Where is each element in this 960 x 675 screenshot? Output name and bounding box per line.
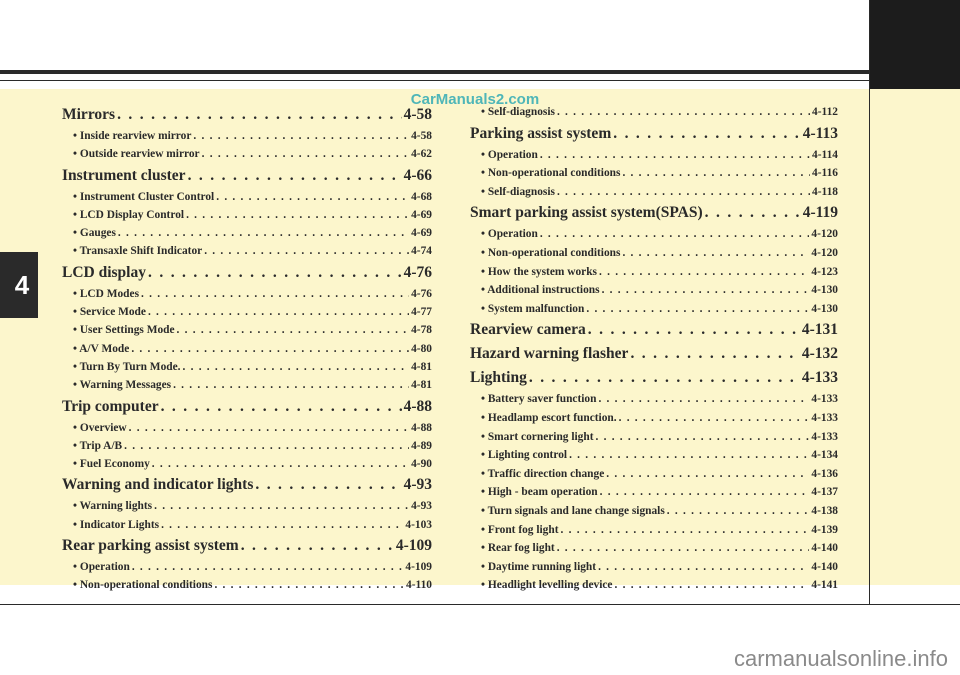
toc-subsection-entry[interactable]: [470, 146, 838, 165]
toc-dot-leader: [561, 521, 810, 540]
toc-entry-title: • Outside rearview mirror: [73, 148, 200, 161]
toc-entry-title: • Headlight levelling device: [481, 579, 613, 592]
toc-dot-leader: [598, 390, 809, 409]
toc-dot-leader: [131, 340, 409, 358]
toc-dot-leader: [118, 224, 409, 242]
toc-page-number: 4-120: [811, 246, 838, 259]
header-thin-rule: [0, 80, 870, 81]
toc-subsection-entry[interactable]: [62, 558, 432, 576]
toc-entry-title: • Non-operational conditions: [73, 579, 213, 592]
toc-dot-leader: [148, 261, 402, 285]
toc-dot-leader: [598, 558, 809, 577]
toc-subsection-entry[interactable]: [62, 242, 432, 260]
toc-subsection-entry[interactable]: [62, 303, 432, 321]
toc-entry-title: • Rear fog light: [481, 542, 555, 555]
toc-dot-leader: [202, 145, 409, 163]
toc-dot-leader: [154, 497, 409, 515]
toc-subsection-entry[interactable]: [62, 358, 432, 376]
toc-page-number: 4-136: [811, 467, 838, 480]
toc-subsection-entry[interactable]: [470, 576, 838, 595]
toc-page-number: 4-76: [411, 287, 432, 300]
toc-page-number: 4-133: [811, 430, 838, 443]
toc-subsection-entry[interactable]: [470, 281, 838, 300]
toc-dot-leader: [529, 366, 800, 390]
toc-section-entry[interactable]: [62, 473, 432, 497]
toc-subsection-entry[interactable]: [62, 145, 432, 163]
toc-dot-leader: [586, 300, 809, 319]
page-edge-rule: [869, 0, 870, 604]
toc-dot-leader: [557, 103, 810, 122]
toc-page-number: 4-110: [406, 579, 432, 592]
toc-section-entry[interactable]: [62, 395, 432, 419]
toc-entry-title: • Battery saver function: [481, 393, 597, 406]
toc-page-number: 4-130: [811, 284, 838, 297]
toc-entry-title: • Overview: [73, 421, 127, 434]
toc-page-number: 4-66: [403, 166, 432, 184]
toc-subsection-entry[interactable]: [470, 539, 838, 558]
toc-dot-leader: [204, 242, 409, 260]
toc-section-entry[interactable]: [470, 122, 838, 146]
toc-subsection-entry[interactable]: [470, 428, 838, 447]
toc-subsection-entry[interactable]: [62, 455, 432, 473]
toc-entry-title: • Smart cornering light: [481, 430, 594, 443]
toc-section-entry[interactable]: [470, 318, 838, 342]
toc-entry-title: • System malfunction: [481, 302, 585, 315]
toc-page-number: 4-77: [411, 306, 432, 319]
toc-entry-title: • LCD Display Control: [73, 208, 185, 221]
toc-dot-leader: [596, 428, 810, 447]
toc-dot-leader: [148, 303, 409, 321]
toc-entry-title: • Instrument Cluster Control: [73, 190, 215, 203]
toc-subsection-entry[interactable]: [62, 127, 432, 145]
toc-dot-leader: [152, 455, 409, 473]
toc-page-number: 4-132: [801, 345, 838, 363]
toc-entry-title: • Non-operational conditions: [481, 246, 621, 259]
toc-page-number: 4-130: [811, 302, 838, 315]
toc-entry-title: • Service Mode: [73, 306, 146, 319]
toc-section-entry[interactable]: [62, 164, 432, 188]
toc-dot-leader: [188, 164, 402, 188]
toc-entry-title: Smart parking assist system(SPAS): [470, 204, 703, 222]
toc-dot-leader: [619, 409, 810, 428]
toc-dot-leader: [557, 539, 810, 558]
toc-dot-leader: [241, 534, 394, 558]
toc-entry-title: • A/V Mode: [73, 342, 130, 355]
toc-entry-title: Instrument cluster: [62, 166, 186, 184]
bottom-rule: [0, 604, 960, 605]
toc-page-number: 4-116: [812, 167, 838, 180]
toc-entry-title: LCD display: [62, 263, 146, 281]
toc-subsection-entry[interactable]: [62, 224, 432, 242]
toc-dot-leader: [540, 225, 810, 244]
toc-entry-title: Parking assist system: [470, 124, 612, 142]
toc-dot-leader: [186, 206, 409, 224]
toc-entry-title: Warning and indicator lights: [62, 476, 254, 494]
toc-subsection-entry[interactable]: [62, 321, 432, 339]
toc-entry-title: • Operation: [481, 148, 538, 161]
toc-dot-leader: [124, 437, 409, 455]
toc-page-number: 4-80: [411, 342, 432, 355]
toc-entry-title: • User Settings Mode: [73, 324, 175, 337]
toc-dot-leader: [557, 183, 810, 202]
toc-page-number: 4-139: [811, 523, 838, 536]
toc-left-column: [62, 103, 432, 595]
toc-entry-title: • High - beam operation: [481, 486, 598, 499]
toc-page-number: 4-103: [405, 518, 432, 531]
toc-page-number: 4-137: [811, 486, 838, 499]
toc-subsection-entry[interactable]: [470, 483, 838, 502]
toc-subsection-entry[interactable]: [62, 437, 432, 455]
toc-page-number: 4-133: [801, 369, 838, 387]
toc-entry-title: Mirrors: [62, 106, 116, 123]
toc-subsection-entry[interactable]: [470, 502, 838, 521]
toc-page-number: 4-76: [403, 263, 432, 281]
toc-dot-leader: [129, 419, 409, 437]
toc-dot-leader: [255, 473, 401, 497]
toc-entry-title: Lighting: [470, 369, 527, 387]
toc-subsection-entry[interactable]: [470, 446, 838, 465]
toc-entry-title: • Gauges: [73, 227, 116, 240]
toc-entry-title: • Trip A/B: [73, 439, 123, 452]
toc-entry-title: • Inside rearview mirror: [73, 130, 192, 142]
toc-page-number: 4-133: [811, 393, 838, 406]
toc-dot-leader: [606, 465, 809, 484]
toc-subsection-entry[interactable]: [470, 225, 838, 244]
toc-dot-leader: [117, 103, 402, 127]
toc-dot-leader: [193, 127, 409, 145]
toc-subsection-entry[interactable]: [62, 516, 432, 534]
toc-page-number: 4-109: [405, 561, 432, 574]
toc-entry-title: • Indicator Lights: [73, 518, 160, 531]
toc-entry-title: • Operation: [481, 228, 538, 241]
toc-page-number: 4-88: [403, 397, 432, 415]
toc-entry-title: • Warning Messages: [73, 379, 172, 392]
toc-page-number: 4-74: [411, 245, 432, 258]
toc-dot-leader: [622, 164, 810, 183]
toc-subsection-entry[interactable]: [470, 409, 838, 428]
toc-entry-title: Hazard warning flasher: [470, 345, 629, 363]
toc-entry-title: Trip computer: [62, 397, 159, 415]
toc-right-column: [470, 103, 838, 595]
watermark-top: CarManuals2.com: [410, 91, 540, 108]
toc-page-number: 4-69: [411, 227, 432, 240]
toc-dot-leader: [141, 285, 409, 303]
toc-entry-title: • Self-diagnosis: [481, 106, 555, 118]
toc-dot-leader: [216, 188, 409, 206]
toc-dot-leader: [599, 263, 809, 282]
toc-page-number: 4-118: [812, 185, 838, 198]
toc-page-number: 4-113: [802, 124, 838, 142]
toc-dot-leader: [183, 358, 410, 376]
toc-entry-title: • How the system works: [481, 265, 597, 278]
toc-page-number: 4-112: [812, 106, 838, 118]
toc-page-number: 4-109: [395, 537, 432, 555]
toc-entry-title: • Self-diagnosis: [481, 185, 555, 198]
toc-subsection-entry[interactable]: [62, 497, 432, 515]
toc-page-number: 4-133: [811, 411, 838, 424]
toc-subsection-entry[interactable]: [62, 576, 432, 594]
toc-section-entry[interactable]: [62, 261, 432, 285]
toc-entry-title: • Warning lights: [73, 500, 153, 513]
toc-page-number: 4-93: [403, 476, 432, 494]
toc-page-number: 4-140: [811, 542, 838, 555]
corner-block: [870, 0, 960, 90]
toc-page-number: 4-120: [811, 228, 838, 241]
toc-subsection-entry[interactable]: [470, 300, 838, 319]
toc-subsection-entry[interactable]: [62, 419, 432, 437]
toc-entry-title: Rearview camera: [470, 321, 586, 339]
toc-dot-leader: [173, 376, 409, 394]
toc-page-number: 4-134: [811, 449, 838, 462]
toc-entry-title: • Turn By Turn Mode.: [73, 360, 181, 373]
toc-page-number: 4-78: [411, 324, 432, 337]
toc-page-number: 4-69: [411, 208, 432, 221]
toc-page-number: 4-88: [411, 421, 432, 434]
toc-section-entry[interactable]: [470, 201, 838, 225]
toc-dot-leader: [622, 244, 809, 263]
toc-dot-leader: [161, 395, 402, 419]
toc-page-number: 4-119: [802, 204, 838, 222]
toc-entry-title: • Traffic direction change: [481, 467, 605, 480]
toc-entry-title: • Non-operational conditions: [481, 167, 621, 180]
toc-subsection-entry[interactable]: [470, 521, 838, 540]
toc-subsection-entry[interactable]: [62, 340, 432, 358]
toc-section-entry[interactable]: [470, 342, 838, 366]
toc-subsection-entry[interactable]: [62, 376, 432, 394]
toc-entry-title: • Additional instructions: [481, 284, 600, 297]
chapter-tab[interactable]: 4: [0, 252, 38, 318]
toc-page-number: 4-141: [811, 579, 838, 592]
toc-page-number: 4-90: [411, 458, 432, 471]
toc-subsection-entry[interactable]: [62, 188, 432, 206]
toc-dot-leader: [132, 558, 404, 576]
toc-dot-leader: [540, 146, 810, 165]
toc-subsection-entry[interactable]: [470, 390, 838, 409]
toc-page-number: 4-89: [411, 439, 432, 452]
toc-page-number: 4-138: [811, 504, 838, 517]
toc-dot-leader: [667, 502, 810, 521]
toc-subsection-entry[interactable]: [470, 164, 838, 183]
toc-subsection-entry[interactable]: [470, 465, 838, 484]
toc-section-entry[interactable]: [62, 534, 432, 558]
toc-page-number: 4-62: [411, 148, 432, 161]
toc-subsection-entry[interactable]: [62, 285, 432, 303]
toc-page-number: 4-58: [411, 130, 432, 142]
toc-page-number: 4-114: [812, 148, 838, 161]
toc-dot-leader: [615, 576, 810, 595]
toc-dot-leader: [569, 446, 809, 465]
watermark-bottom: carmanualsonline.info: [733, 646, 948, 671]
toc-page-number: 4-93: [411, 500, 432, 513]
toc-dot-leader: [177, 321, 410, 339]
toc-page-number: 4-123: [811, 265, 838, 278]
top-rule: [0, 70, 960, 74]
toc-page-number: 4-81: [411, 379, 432, 392]
toc-page-number: 4-131: [801, 321, 838, 339]
toc-subsection-entry[interactable]: [470, 263, 838, 282]
toc-entry-title: • Turn signals and lane change signals: [481, 504, 665, 517]
toc-subsection-entry[interactable]: [470, 103, 838, 122]
toc-entry-title: • Headlamp escort function.: [481, 411, 617, 424]
toc-subsection-entry[interactable]: [62, 206, 432, 224]
toc-dot-leader: [602, 281, 810, 300]
toc-dot-leader: [705, 201, 801, 225]
toc-page-number: 4-58: [403, 106, 432, 123]
toc-dot-leader: [588, 318, 800, 342]
toc-dot-leader: [161, 516, 403, 534]
toc-page-number: 4-140: [811, 560, 838, 573]
toc-section-entry[interactable]: [62, 103, 432, 127]
toc-page-number: 4-68: [411, 190, 432, 203]
toc-entry-title: • Front fog light: [481, 523, 559, 536]
toc-entry-title: • Daytime running light: [481, 560, 597, 573]
toc-dot-leader: [214, 576, 404, 594]
toc-entry-title: • LCD Modes: [73, 287, 140, 300]
toc-dot-leader: [630, 342, 799, 366]
toc-entry-title: • Operation: [73, 561, 130, 574]
toc-subsection-entry[interactable]: [470, 244, 838, 263]
toc-dot-leader: [600, 483, 810, 502]
toc-entry-title: • Fuel Economy: [73, 458, 150, 471]
toc-entry-title: Rear parking assist system: [62, 537, 239, 555]
toc-dot-leader: [613, 122, 800, 146]
toc-entry-title: • Transaxle Shift Indicator: [73, 245, 203, 258]
toc-section-entry[interactable]: [470, 366, 838, 390]
toc-subsection-entry[interactable]: [470, 558, 838, 577]
toc-entry-title: • Lighting control: [481, 449, 568, 462]
toc-page-number: 4-81: [411, 360, 432, 373]
toc-subsection-entry[interactable]: [470, 183, 838, 202]
